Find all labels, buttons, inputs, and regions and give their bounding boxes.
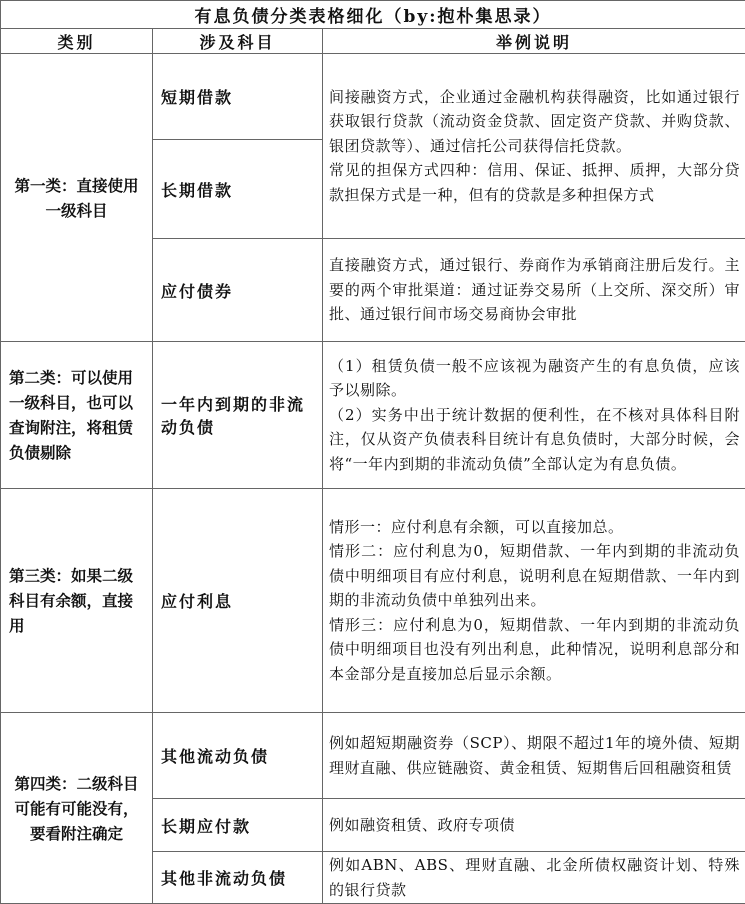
header-category: 类别: [1, 29, 153, 54]
description-loans: [323, 54, 745, 239]
description-bonds-payable: 直接融资方式，通过银行、券商作为承销商注册后发行。主要的两个审批渠道：通过证券交易所（上交所、深交所）审批、通过银行间市场交易商协会审批: [323, 239, 745, 342]
header-subject: 涉及科目: [153, 29, 323, 54]
subject-short-term-loans: 短期借款: [153, 54, 323, 140]
subject-bonds-payable: 应付债券: [153, 239, 323, 342]
subject-long-term-loans: 长期借款: [153, 140, 323, 239]
scenario-2: 情形二：应付利息为0，短期借款、一年内到期的非流动负债中明细项目有应付利息，说明利息在短期借款、一年内到期的非流动负债中单独列出来。: [329, 542, 741, 610]
category-2: 第二类：可以使用一级科目，也可以查询附注，将租赁负债剔除: [1, 342, 153, 489]
subject-other-current-liabilities: 其他流动负债: [153, 713, 323, 799]
category-3: 第三类：如果二级科目有余额，直接用: [1, 489, 153, 713]
description-other-current-liabilities: 例如超短期融资券（SCP）、期限不超过1年的境外债、短期理财直融、供应链融资、黄金租赁、短期售后回租融资租赁: [323, 713, 745, 799]
description-loans-guarantee: 常见的担保方式四种：信用、保证、抵押、质押，大部分贷款担保方式是一种，但有的贷款是多种担保方式: [329, 161, 741, 204]
header-description: 举例说明: [323, 29, 745, 54]
description-lease-note: （1）租赁负债一般不应该视为融资产生的有息负债，应该予以剔除。: [329, 356, 741, 400]
description-long-term-payables: 例如融资租赁、政府专项债: [323, 799, 745, 852]
category-1: 第一类：直接使用一级科目: [1, 54, 153, 342]
description-loans-financing: 间接融资方式，企业通过金融机构获得融资，比如通过银行获取银行贷款（流动资金贷款、固定资产贷款、并购贷款、银团贷款等）、通过信托公司获得信托贷款。: [329, 87, 741, 155]
category-4: 第四类：二级科目可能有可能没有，要看附注确定: [1, 713, 153, 904]
description-interest-payable: [323, 489, 745, 713]
subject-long-term-payables: 长期应付款: [153, 799, 323, 852]
description-current-noncurrent-liabilities: [323, 342, 745, 489]
scenario-3: 情形三：应付利息为0，短期借款、一年内到期的非流动负债中明细项目也没有列出利息，此种情况，说明利息部分和本金部分是直接加总后显示余额。: [329, 615, 741, 683]
scenario-1: 情形一：应付利息有余额，可以直接加总。: [329, 517, 624, 536]
table-title: 有息负债分类表格细化（by:抱朴集思录）: [1, 1, 745, 29]
subject-current-noncurrent-liabilities: 一年内到期的非流动负债: [153, 342, 323, 489]
subject-other-noncurrent-liabilities: 其他非流动负债: [153, 852, 323, 904]
subject-interest-payable: 应付利息: [153, 489, 323, 713]
description-other-noncurrent-liabilities: 例如ABN、ABS、理财直融、北金所债权融资计划、特殊的银行贷款: [323, 852, 745, 904]
description-practice-note: （2）实务中出于统计数据的便利性，在不核对具体科目附注，仅从资产负债表科目统计有息负债时，大部分时候，会将“一年内到期的非流动负债”全部认定为有息负债。: [329, 405, 741, 473]
